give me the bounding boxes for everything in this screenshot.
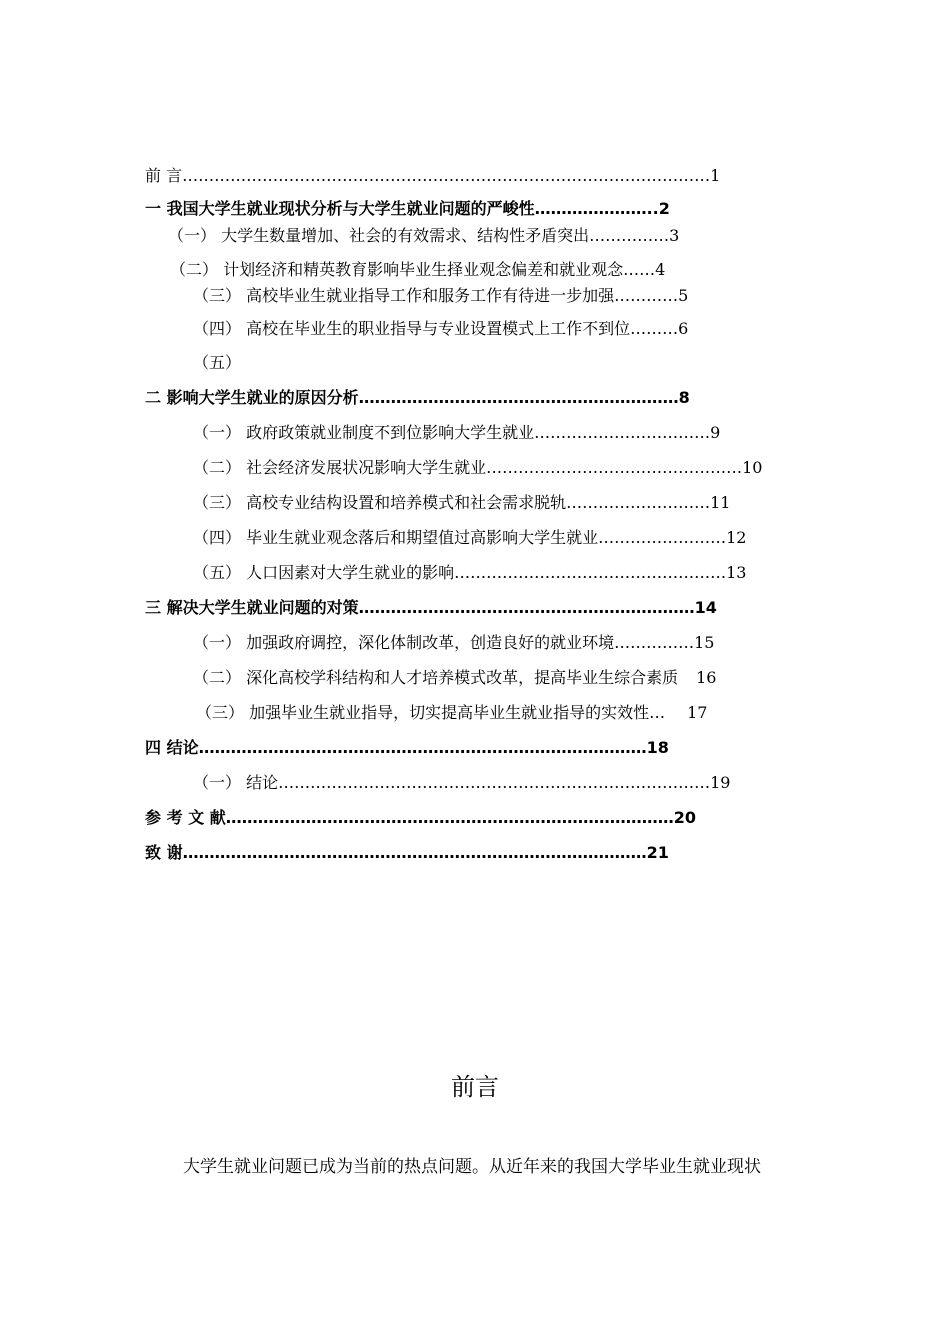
toc-entry[interactable] [193,668,716,688]
toc-page: 10 [742,458,763,477]
toc-page: 5 [678,286,689,305]
toc-entry[interactable] [145,738,669,758]
toc-page: 8 [678,388,690,407]
toc-entry[interactable] [145,808,696,828]
toc-page: 6 [678,319,689,338]
toc-title: （二） 社会经济发展状况影响大学生就业 [193,458,487,477]
toc-entry[interactable] [193,773,730,793]
toc-leader: ……………………………………………………… [358,598,695,617]
toc-leader: …………… [614,633,695,652]
toc-entry[interactable] [145,199,670,219]
toc-title: 一 我国大学生就业现状分析与大学生就业问题的严峻性 [145,199,535,218]
toc-title: （二） 计划经济和精英教育影响毕业生择业观念偏差和就业观念 [170,260,624,279]
toc-page: 3 [669,226,680,245]
toc-leader: ……………………………………………………………………… [278,773,711,792]
toc-leader: ……………………………………………………………………………………… [182,166,711,185]
toc-page: 2 [658,199,670,218]
toc-page: 19 [710,773,731,792]
toc-entry[interactable] [145,598,717,618]
toc-page: 21 [646,843,669,862]
toc-entry[interactable] [193,633,714,653]
toc-title: 参 考 文 献 [145,808,226,827]
toc-title: 致 谢 [145,843,183,862]
toc-title: （三） 高校专业结构设置和培养模式和社会需求脱轨 [193,493,567,512]
toc-entry[interactable] [145,166,720,186]
toc-page: 11 [710,493,731,512]
toc-leader: ………… [614,286,679,305]
toc-page: 16 [696,668,717,687]
toc-entry[interactable] [145,843,669,863]
toc-page: 14 [694,598,717,617]
toc-leader: …………………… [598,528,727,547]
toc-leader: …………………………… [534,423,711,442]
toc-leader: …… [623,260,656,279]
toc-entry[interactable] [193,423,720,443]
toc-leader: ……………………… [566,493,711,512]
toc-leader: …………………………………………………………………………… [182,843,647,862]
toc-page: 20 [673,808,696,827]
toc-entry[interactable] [196,703,707,723]
toc-page: 18 [646,738,669,757]
toc-leader: ………………………………………………………………………… [198,738,647,757]
toc-leader: ………………….. [534,199,659,218]
toc-entry[interactable] [193,528,746,548]
toc-title: 二 影响大学生就业的原因分析 [145,388,359,407]
toc-title: 前 言 [145,166,183,185]
toc-leader: …………………………………………… [454,563,727,582]
toc-entry[interactable] [193,353,241,373]
toc-title: （一） 大学生数量增加、社会的有效需求、结构性矛盾突出 [168,226,590,245]
toc-title: （一） 政府政策就业制度不到位影响大学生就业 [193,423,535,442]
toc-entry[interactable] [170,260,665,280]
toc-title: （一） 加强政府调控，深化体制改革，创造良好的就业环境 [193,633,615,652]
toc-title: （五） 人口因素对大学生就业的影响 [193,563,455,582]
toc-page: 9 [710,423,721,442]
toc-entry[interactable] [193,286,688,306]
toc-title: （五） [193,353,242,372]
toc-leader: …………………………………………………… [358,388,679,407]
toc-title: （三） 加强毕业生就业指导，切实提高毕业生就业指导的实效性 [196,703,650,722]
toc-title: 四 结论 [145,738,199,757]
toc-entry[interactable] [193,563,746,583]
toc-leader: ……… [630,319,679,338]
toc-title: （四） 高校在毕业生的职业指导与专业设置模式上工作不到位 [193,319,631,338]
toc-leader: ………………………………………… [486,458,743,477]
preface-paragraph: 大学生就业问题已成为当前的热点问题。从近年来的我国大学毕业生就业现状 [183,1157,761,1177]
toc-title: （二） 深化高校学科结构和人才培养模式改革，提高毕业生综合素质 [193,668,679,687]
toc-leader: …………… [589,226,670,245]
toc-entry[interactable] [193,493,730,513]
toc-entry[interactable] [168,226,679,246]
toc-entry[interactable] [193,458,762,478]
toc-leader: … [649,703,666,722]
toc-title: 三 解决大学生就业问题的对策 [145,598,359,617]
toc-title: （一） 结论 [193,773,279,792]
toc-entry[interactable] [193,319,688,339]
toc-page: 1 [710,166,721,185]
toc-leader: ………………………………………………………………………… [225,808,674,827]
toc-page: 15 [694,633,715,652]
toc-page: 17 [687,703,708,722]
toc-title: （三） 高校毕业生就业指导工作和服务工作有待进一步加强 [193,286,615,305]
toc-entry[interactable] [145,388,690,408]
toc-page: 13 [726,563,747,582]
toc-page: 4 [655,260,666,279]
toc-page: 12 [726,528,747,547]
preface-heading: 前言 [451,1073,499,1101]
toc-title: （四） 毕业生就业观念落后和期望值过高影响大学生就业 [193,528,599,547]
